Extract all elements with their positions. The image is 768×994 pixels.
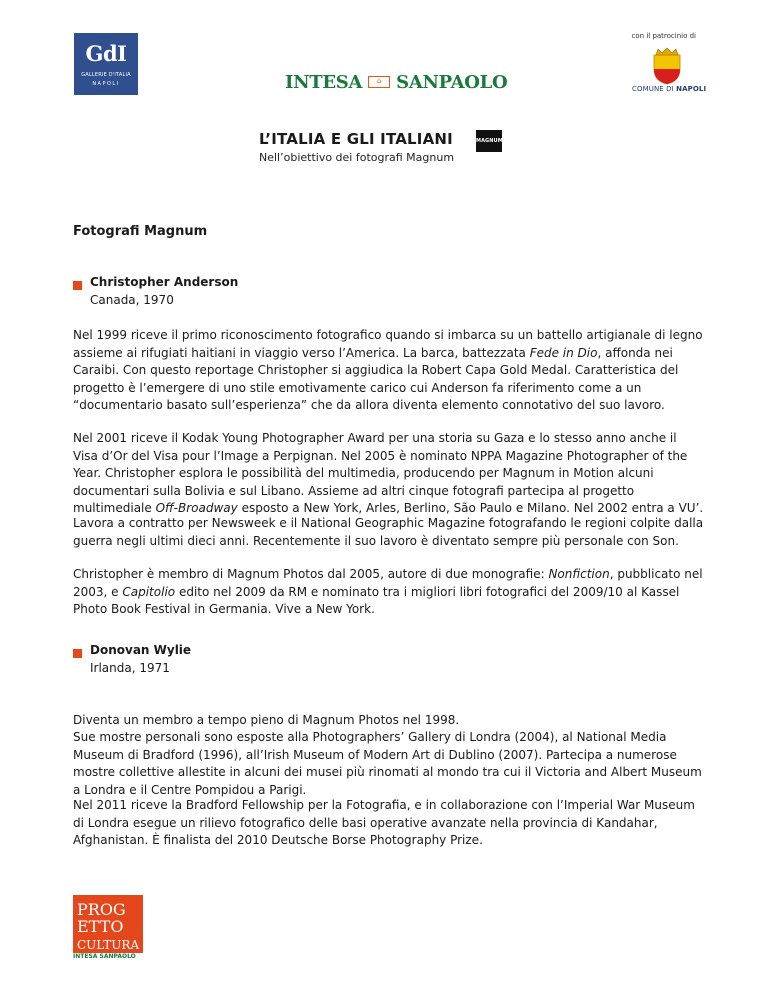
gallery-logo-mark: GdI — [85, 41, 127, 66]
photographer-origin: Irlanda, 1971 — [90, 661, 170, 675]
comune-city: NAPOLI — [676, 85, 707, 93]
footer-bank-text: INTESA SANPAOLO — [73, 953, 136, 960]
logo-letters-row: ETTO — [77, 917, 124, 936]
bio-paragraph: Lavora a contratto per Newsweek e il National Geographic Magazine fotografando le regioni colpite dalla guerra negli ultimi dieci anni. Recentemente il suo lavoro è diventato sempre più personale con Son. — [73, 516, 704, 548]
comune-prefix: COMUNE DI — [632, 85, 674, 93]
bio-paragraph: Nel 2001 riceve il Kodak Young Photographer Award per una storia su Gaza e lo stesso anno anche il Visa d’Or del Visa pour l’Image a Perpignan. Nel 2005 è nominato NPPA Magazine Photographer of the Year. Christopher esplora le possibilità del multimedia, producendo per Magnum in Motion alcuni documentari sulla Bolivia e sul Libano. Assieme ad altri cinque fotografi partecipa al progetto multimediale Off-Broadway esposto a New York, Arles, Berlino, São Paulo e Milano. Nel 2002 entra a VU’. — [73, 431, 704, 515]
photographer-name: Christopher Anderson — [90, 275, 239, 289]
section-title: Fotografi Magnum — [73, 224, 208, 239]
bio-paragraph: Christopher è membro di Magnum Photos dal 2005, autore di due monografie: Nonfiction, pubblicato nel 2003, e Capitolio edito nel 2009 da RM e nominato tra i migliori libri fotografici del 2009/10 al Kassel Photo Book Festival in Germania. Vive a New York. — [73, 567, 703, 616]
magnum-logo: MAGNUM — [476, 130, 502, 152]
bullet-square-icon — [73, 281, 82, 290]
photographer-origin: Canada, 1970 — [90, 293, 174, 307]
bio-paragraph: Nel 2011 riceve la Bradford Fellowship per la Fotografia, e in collaborazione con l’Imperial War Museum di Londra esegue un rilievo fotografico delle basi operative avanzate nella provincia di Kandahar, Afghanistan. È finalista del 2010 Deutsche Borse Photography Prize. — [73, 798, 695, 847]
exhibition-title: L’ITALIA E GLI ITALIANI — [259, 130, 453, 148]
bank-mark-icon: ⌂ — [368, 76, 390, 88]
bank-name-right: SANPAOLO — [396, 71, 508, 93]
exhibition-subtitle: Nell’obiettivo dei fotografi Magnum — [259, 151, 455, 164]
gallery-logo-city: NAPOLI — [92, 81, 120, 87]
logo-letters-row: CULTURA — [77, 938, 140, 952]
bullet-square-icon — [73, 649, 82, 658]
gallerie-ditalia-logo — [74, 33, 138, 95]
bio-paragraph: Nel 1999 riceve il primo riconoscimento fotografico quando si imbarca su un battello artigianale di legno assieme ai rifugiati haitiani in viaggio verso l’America. La barca, battezzata Fede in Dio, affonda nei Caraibi. Con questo reportage Christopher si aggiudica la Robert Capa Gold Medal. Caratteristica del progetto è l’emergere di uno stile emotivamente carico cui Anderson fa riferimento come a un “documentario basato sull’esperienza” che da allora diventa elemento connotativo del suo lavoro. — [73, 328, 703, 412]
patronage-text: con il patrocinio di — [631, 32, 696, 40]
progetto-cultura-logo — [73, 895, 143, 961]
logo-letters-row: PROG — [77, 900, 126, 919]
photographer-name: Donovan Wylie — [90, 643, 192, 657]
comune-label — [632, 85, 706, 93]
naples-crest-icon — [648, 47, 686, 85]
intesa-sanpaolo-logo — [285, 73, 507, 91]
bio-paragraph: Diventa un membro a tempo pieno di Magnum Photos nel 1998. Sue mostre personali sono esposte alla Photographers’ Gallery di Londra (2004), al National Media Museum di Bradford (1996), all’Irish Museum of Modern Art di Dublino (2007). Partecipa a numerose mostre collettive allestite in alcuni dei musei più rinomati al mondo tra cui il Victoria and Albert Museum a Londra e il Centre Pompidou a Parigi. — [73, 712, 702, 797]
gallery-logo-name: GALLERIE D'ITALIA — [81, 72, 131, 78]
bank-name-left: INTESA — [285, 71, 363, 93]
